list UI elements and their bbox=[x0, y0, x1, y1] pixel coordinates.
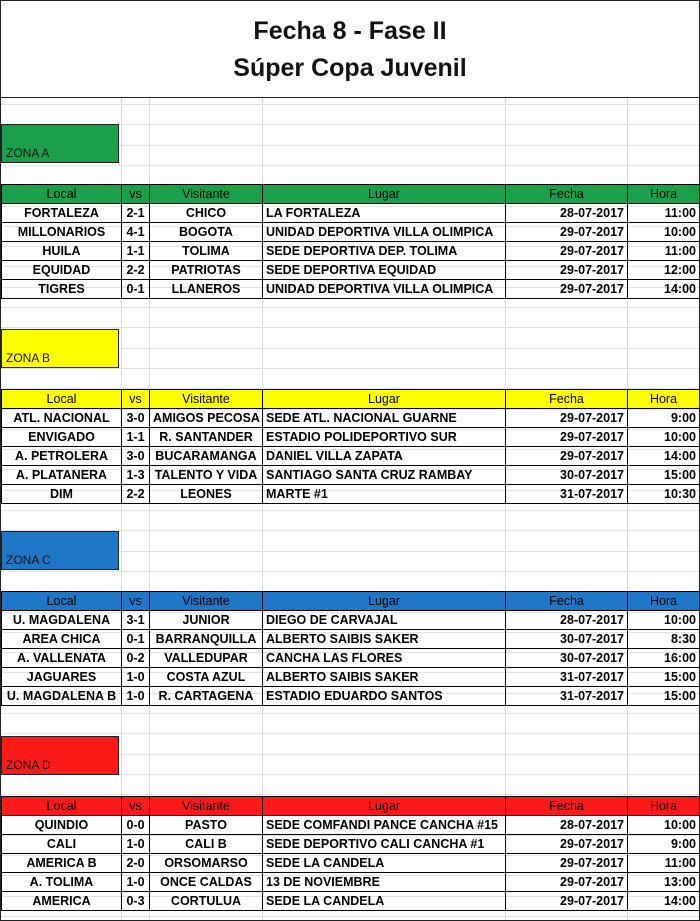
grid-line bbox=[1, 307, 699, 308]
cell-local: CALI bbox=[2, 835, 122, 854]
column-header-fecha: Fecha bbox=[506, 592, 628, 611]
zone-label-text: ZONA B bbox=[6, 351, 51, 365]
cell-visitante: PATRIOTAS bbox=[150, 261, 263, 280]
cell-local: A. VALLENATA bbox=[2, 649, 122, 668]
cell-lugar: ALBERTO SAIBIS SAKER bbox=[263, 668, 506, 687]
column-header-vs: vs bbox=[122, 185, 150, 204]
cell-score: 2-2 bbox=[122, 261, 150, 280]
grid-line bbox=[1, 571, 699, 572]
cell-score: 0-3 bbox=[122, 892, 150, 911]
cell-local: JAGUARES bbox=[2, 668, 122, 687]
cell-hora: 16:00 bbox=[628, 649, 700, 668]
column-header-visitante: Visitante bbox=[150, 185, 263, 204]
cell-fecha: 29-07-2017 bbox=[506, 447, 628, 466]
cell-score: 0-2 bbox=[122, 649, 150, 668]
column-header-lugar: Lugar bbox=[263, 185, 506, 204]
fixtures-table bbox=[1, 591, 700, 706]
cell-lugar: ALBERTO SAIBIS SAKER bbox=[263, 630, 506, 649]
grid-line bbox=[1, 165, 699, 166]
cell-lugar: MARTE #1 bbox=[263, 485, 506, 504]
cell-score: 4-1 bbox=[122, 223, 150, 242]
cell-fecha: 29-07-2017 bbox=[506, 261, 628, 280]
cell-fecha: 29-07-2017 bbox=[506, 873, 628, 892]
cell-fecha: 29-07-2017 bbox=[506, 242, 628, 261]
column-header-local: Local bbox=[2, 797, 122, 816]
grid-line bbox=[1, 327, 699, 328]
table-row bbox=[2, 892, 700, 911]
cell-lugar: UNIDAD DEPORTIVA VILLA OLIMPICA bbox=[263, 223, 506, 242]
cell-visitante: ONCE CALDAS bbox=[150, 873, 263, 892]
cell-visitante: JUNIOR bbox=[150, 611, 263, 630]
cell-visitante: BOGOTA bbox=[150, 223, 263, 242]
cell-visitante: PASTO bbox=[150, 816, 263, 835]
grid-line bbox=[1, 713, 699, 714]
cell-fecha: 28-07-2017 bbox=[506, 611, 628, 630]
cell-hora: 12:00 bbox=[628, 261, 700, 280]
table-row bbox=[2, 223, 700, 242]
cell-fecha: 30-07-2017 bbox=[506, 630, 628, 649]
cell-visitante: LEONES bbox=[150, 485, 263, 504]
cell-hora: 11:00 bbox=[628, 242, 700, 261]
cell-hora: 8:30 bbox=[628, 630, 700, 649]
title-block bbox=[1, 1, 699, 98]
table-row bbox=[2, 649, 700, 668]
cell-score: 3-0 bbox=[122, 409, 150, 428]
table-row bbox=[2, 873, 700, 892]
table-row bbox=[2, 854, 700, 873]
cell-lugar: SEDE COMFANDI PANCE CANCHA #15 bbox=[263, 816, 506, 835]
page-title: Fecha 8 - Fase II bbox=[253, 17, 447, 45]
cell-fecha: 29-07-2017 bbox=[506, 854, 628, 873]
cell-local: A. PLATANERA bbox=[2, 466, 122, 485]
cell-score: 2-1 bbox=[122, 204, 150, 223]
column-header-visitante: Visitante bbox=[150, 592, 263, 611]
column-header-fecha: Fecha bbox=[506, 185, 628, 204]
column-header-fecha: Fecha bbox=[506, 797, 628, 816]
cell-hora: 9:00 bbox=[628, 835, 700, 854]
table-row bbox=[2, 466, 700, 485]
cell-fecha: 31-07-2017 bbox=[506, 485, 628, 504]
cell-visitante: TOLIMA bbox=[150, 242, 263, 261]
cell-score: 1-1 bbox=[122, 242, 150, 261]
column-header-lugar: Lugar bbox=[263, 592, 506, 611]
cell-hora: 10:30 bbox=[628, 485, 700, 504]
cell-score: 1-0 bbox=[122, 687, 150, 706]
column-header-hora: Hora bbox=[628, 797, 700, 816]
cell-visitante: BARRANQUILLA bbox=[150, 630, 263, 649]
cell-visitante: R. CARTAGENA bbox=[150, 687, 263, 706]
cell-visitante: R. SANTANDER bbox=[150, 428, 263, 447]
column-header-vs: vs bbox=[122, 797, 150, 816]
cell-lugar: UNIDAD DEPORTIVA VILLA OLIMPICA bbox=[263, 280, 506, 299]
fixtures-table bbox=[1, 389, 700, 504]
cell-score: 1-3 bbox=[122, 466, 150, 485]
cell-hora: 14:00 bbox=[628, 280, 700, 299]
column-header-lugar: Lugar bbox=[263, 797, 506, 816]
cell-hora: 10:00 bbox=[628, 428, 700, 447]
cell-fecha: 29-07-2017 bbox=[506, 409, 628, 428]
table-row bbox=[2, 428, 700, 447]
cell-lugar: SANTIAGO SANTA CRUZ RAMBAY bbox=[263, 466, 506, 485]
page-subtitle: Súper Copa Juvenil bbox=[233, 54, 467, 82]
table-row bbox=[2, 204, 700, 223]
zone-label bbox=[1, 736, 119, 775]
cell-lugar: 13 DE NOVIEMBRE bbox=[263, 873, 506, 892]
cell-score: 1-0 bbox=[122, 668, 150, 687]
cell-hora: 10:00 bbox=[628, 223, 700, 242]
cell-fecha: 29-07-2017 bbox=[506, 428, 628, 447]
cell-lugar: ESTADIO POLIDEPORTIVO SUR bbox=[263, 428, 506, 447]
cell-fecha: 28-07-2017 bbox=[506, 816, 628, 835]
cell-fecha: 29-07-2017 bbox=[506, 223, 628, 242]
fixtures-table bbox=[1, 184, 700, 299]
table-row bbox=[2, 242, 700, 261]
cell-hora: 15:00 bbox=[628, 668, 700, 687]
column-header-visitante: Visitante bbox=[150, 390, 263, 409]
cell-hora: 15:00 bbox=[628, 466, 700, 485]
column-header-fecha: Fecha bbox=[506, 390, 628, 409]
grid-line bbox=[1, 733, 699, 734]
grid-line bbox=[1, 104, 699, 105]
table-row bbox=[2, 835, 700, 854]
cell-lugar: SEDE DEPORTIVO CALI CANCHA #1 bbox=[263, 835, 506, 854]
column-header-lugar: Lugar bbox=[263, 390, 506, 409]
cell-hora: 11:00 bbox=[628, 204, 700, 223]
column-header-local: Local bbox=[2, 185, 122, 204]
grid-line bbox=[1, 510, 699, 511]
cell-visitante: AMIGOS PECOSA bbox=[150, 409, 263, 428]
cell-lugar: DIEGO DE CARVAJAL bbox=[263, 611, 506, 630]
cell-local: EQUIDAD bbox=[2, 261, 122, 280]
cell-lugar: SEDE LA CANDELA bbox=[263, 892, 506, 911]
cell-local: MILLONARIOS bbox=[2, 223, 122, 242]
cell-visitante: VALLEDUPAR bbox=[150, 649, 263, 668]
table-row bbox=[2, 447, 700, 466]
cell-lugar: CANCHA LAS FLORES bbox=[263, 649, 506, 668]
column-header-local: Local bbox=[2, 390, 122, 409]
cell-local: A. TOLIMA bbox=[2, 873, 122, 892]
cell-lugar: SEDE LA CANDELA bbox=[263, 854, 506, 873]
column-header-hora: Hora bbox=[628, 390, 700, 409]
cell-fecha: 31-07-2017 bbox=[506, 687, 628, 706]
cell-local: AMERICA bbox=[2, 892, 122, 911]
cell-visitante: ORSOMARSO bbox=[150, 854, 263, 873]
fixtures-table bbox=[1, 796, 700, 911]
table-row bbox=[2, 485, 700, 504]
cell-visitante: TALENTO Y VIDA bbox=[150, 466, 263, 485]
cell-local: HUILA bbox=[2, 242, 122, 261]
cell-fecha: 31-07-2017 bbox=[506, 668, 628, 687]
cell-local: AMERICA B bbox=[2, 854, 122, 873]
table-header-row bbox=[2, 592, 700, 611]
cell-hora: 9:00 bbox=[628, 409, 700, 428]
grid-line bbox=[1, 916, 699, 917]
table-row bbox=[2, 668, 700, 687]
zone-label-text: ZONA C bbox=[6, 553, 51, 567]
table-row bbox=[2, 280, 700, 299]
zone-label bbox=[1, 531, 119, 570]
table-row bbox=[2, 261, 700, 280]
column-header-local: Local bbox=[2, 592, 122, 611]
cell-score: 0-1 bbox=[122, 630, 150, 649]
column-header-hora: Hora bbox=[628, 592, 700, 611]
zone-label bbox=[1, 329, 119, 368]
cell-score: 2-2 bbox=[122, 485, 150, 504]
cell-local: AREA CHICA bbox=[2, 630, 122, 649]
table-header-row bbox=[2, 185, 700, 204]
cell-visitante: CALI B bbox=[150, 835, 263, 854]
cell-hora: 13:00 bbox=[628, 873, 700, 892]
cell-score: 1-0 bbox=[122, 835, 150, 854]
cell-score: 3-0 bbox=[122, 447, 150, 466]
table-header-row bbox=[2, 797, 700, 816]
cell-visitante: LLANEROS bbox=[150, 280, 263, 299]
cell-hora: 15:00 bbox=[628, 687, 700, 706]
cell-lugar: ESTADIO EDUARDO SANTOS bbox=[263, 687, 506, 706]
cell-fecha: 29-07-2017 bbox=[506, 280, 628, 299]
grid-line bbox=[1, 368, 699, 369]
column-header-visitante: Visitante bbox=[150, 797, 263, 816]
cell-local: DIM bbox=[2, 485, 122, 504]
cell-fecha: 30-07-2017 bbox=[506, 466, 628, 485]
cell-score: 0-1 bbox=[122, 280, 150, 299]
cell-local: TIGRES bbox=[2, 280, 122, 299]
cell-score: 1-1 bbox=[122, 428, 150, 447]
cell-local: ATL. NACIONAL bbox=[2, 409, 122, 428]
cell-lugar: SEDE DEPORTIVA EQUIDAD bbox=[263, 261, 506, 280]
cell-score: 3-1 bbox=[122, 611, 150, 630]
zone-label-text: ZONA A bbox=[6, 146, 50, 160]
table-row bbox=[2, 611, 700, 630]
cell-visitante: CORTULUA bbox=[150, 892, 263, 911]
cell-fecha: 28-07-2017 bbox=[506, 204, 628, 223]
column-header-vs: vs bbox=[122, 390, 150, 409]
cell-hora: 14:00 bbox=[628, 892, 700, 911]
zone-label-text: ZONA D bbox=[6, 758, 51, 772]
cell-fecha: 29-07-2017 bbox=[506, 835, 628, 854]
column-header-vs: vs bbox=[122, 592, 150, 611]
cell-fecha: 30-07-2017 bbox=[506, 649, 628, 668]
cell-local: QUINDIO bbox=[2, 816, 122, 835]
cell-score: 2-0 bbox=[122, 854, 150, 873]
table-row bbox=[2, 409, 700, 428]
cell-lugar: DANIEL VILLA ZAPATA bbox=[263, 447, 506, 466]
grid-line bbox=[1, 794, 699, 795]
cell-hora: 14:00 bbox=[628, 447, 700, 466]
table-row bbox=[2, 816, 700, 835]
cell-visitante: CHICO bbox=[150, 204, 263, 223]
cell-local: U. MAGDALENA bbox=[2, 611, 122, 630]
cell-local: A. PETROLERA bbox=[2, 447, 122, 466]
cell-lugar: SEDE ATL. NACIONAL GUARNE bbox=[263, 409, 506, 428]
cell-lugar: LA FORTALEZA bbox=[263, 204, 506, 223]
cell-score: 1-0 bbox=[122, 873, 150, 892]
cell-hora: 10:00 bbox=[628, 611, 700, 630]
cell-hora: 10:00 bbox=[628, 816, 700, 835]
cell-visitante: BUCARAMANGA bbox=[150, 447, 263, 466]
table-row bbox=[2, 687, 700, 706]
cell-lugar: SEDE DEPORTIVA DEP. TOLIMA bbox=[263, 242, 506, 261]
cell-local: FORTALEZA bbox=[2, 204, 122, 223]
table-header-row bbox=[2, 390, 700, 409]
cell-hora: 11:00 bbox=[628, 854, 700, 873]
zone-label bbox=[1, 124, 119, 163]
table-row bbox=[2, 630, 700, 649]
cell-visitante: COSTA AZUL bbox=[150, 668, 263, 687]
cell-local: ENVIGADO bbox=[2, 428, 122, 447]
column-header-hora: Hora bbox=[628, 185, 700, 204]
cell-score: 0-0 bbox=[122, 816, 150, 835]
cell-fecha: 29-07-2017 bbox=[506, 892, 628, 911]
cell-local: U. MAGDALENA B bbox=[2, 687, 122, 706]
